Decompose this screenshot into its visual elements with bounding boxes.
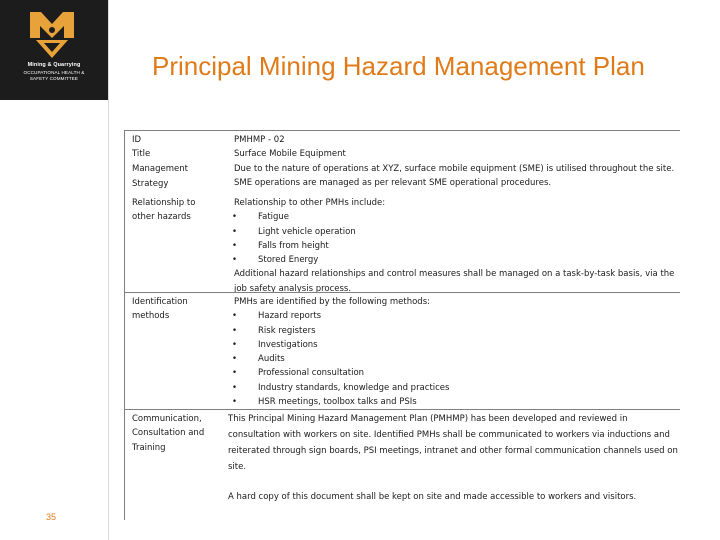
communication-paragraph-2: A hard copy of this document shall be kept on site and made accessible to workers and visitors. [228, 492, 637, 502]
identification-item: • Audits [232, 352, 680, 366]
identification-item: • Professional consultation [232, 366, 680, 380]
relationship-intro: Relationship to other PMHs include: [234, 198, 386, 208]
relationship-item: • Light vehicle operation [232, 225, 680, 239]
label-id: ID [132, 135, 142, 145]
header-row [124, 130, 680, 190]
strategy-value: Due to the nature of operations at XYZ, surface mobile equipment (SME) is utilised throughout the site. SME operations are managed as per relevant SME operational procedures. [234, 163, 675, 188]
relationship-outro: Additional hazard relationships and control measures shall be managed on a task-by-task basis, via the job safety analysis process. [234, 269, 675, 294]
relationship-item: • Stored Energy [232, 253, 680, 267]
identification-item: • Hazard reports [232, 309, 680, 323]
header-labels [132, 133, 222, 191]
identification-item: • Risk registers [232, 324, 680, 338]
header-values [232, 133, 680, 190]
id-value: PMHMP - 02 [234, 135, 285, 145]
logo-line-1: Mining & Quarrying [27, 62, 81, 68]
communication-label [132, 412, 222, 455]
relationship-label [132, 196, 222, 225]
logo-text [4, 62, 104, 81]
hazard-plan-table [124, 130, 680, 540]
identification-item: • Industry standards, knowledge and practices [232, 381, 680, 395]
identification-row [124, 292, 680, 410]
communication-row [124, 409, 680, 539]
communication-paragraph-1: This Principal Mining Hazard Management Plan (PMHMP) has been developed and reviewed in consultation with workers on site. Identified PMHs shall be communicated to workers via inductions and reiterated through sign boards, PSI meetings, intranet and other formal communication channels used on site. [228, 414, 678, 472]
relationship-label-line-2: other hazards [132, 212, 191, 223]
mining-quarrying-logo-icon [30, 12, 74, 58]
communication-label-line-3: Training [132, 442, 166, 453]
logo-line-2: OCCUPATIONAL HEALTH & [23, 70, 85, 75]
relationship-item: • Falls from height [232, 239, 680, 253]
table-left-border [124, 130, 125, 520]
relationship-row [124, 194, 680, 294]
communication-label-line-1: Communication, [132, 414, 202, 424]
sidebar-divider [108, 0, 109, 540]
page-title: Principal Mining Hazard Management Plan [152, 51, 645, 81]
relationship-values [232, 196, 680, 296]
label-strategy: Strategy [132, 178, 169, 189]
logo [0, 0, 108, 100]
communication-values [228, 411, 678, 504]
identification-label-line-1: Identification [132, 297, 188, 307]
identification-values [232, 295, 680, 409]
identification-item: • HSR meetings, toolbox talks and PSIs [232, 395, 680, 409]
relationship-item: • Fatigue [232, 210, 680, 224]
logo-line-3: SAFETY COMMITTEE [29, 76, 79, 81]
sidebar [0, 0, 108, 540]
relationship-label-line-1: Relationship to [132, 198, 196, 208]
identification-label-line-2: methods [132, 311, 170, 322]
label-title: Title [132, 149, 151, 160]
page-number: 35 [46, 512, 57, 522]
identification-label [132, 295, 222, 324]
title-value: Surface Mobile Equipment [234, 149, 346, 160]
identification-item: • Investigations [232, 338, 680, 352]
communication-label-line-2: Consultation and [132, 428, 205, 439]
label-management: Management [132, 163, 188, 174]
identification-intro: PMHs are identified by the following methods: [234, 297, 430, 307]
